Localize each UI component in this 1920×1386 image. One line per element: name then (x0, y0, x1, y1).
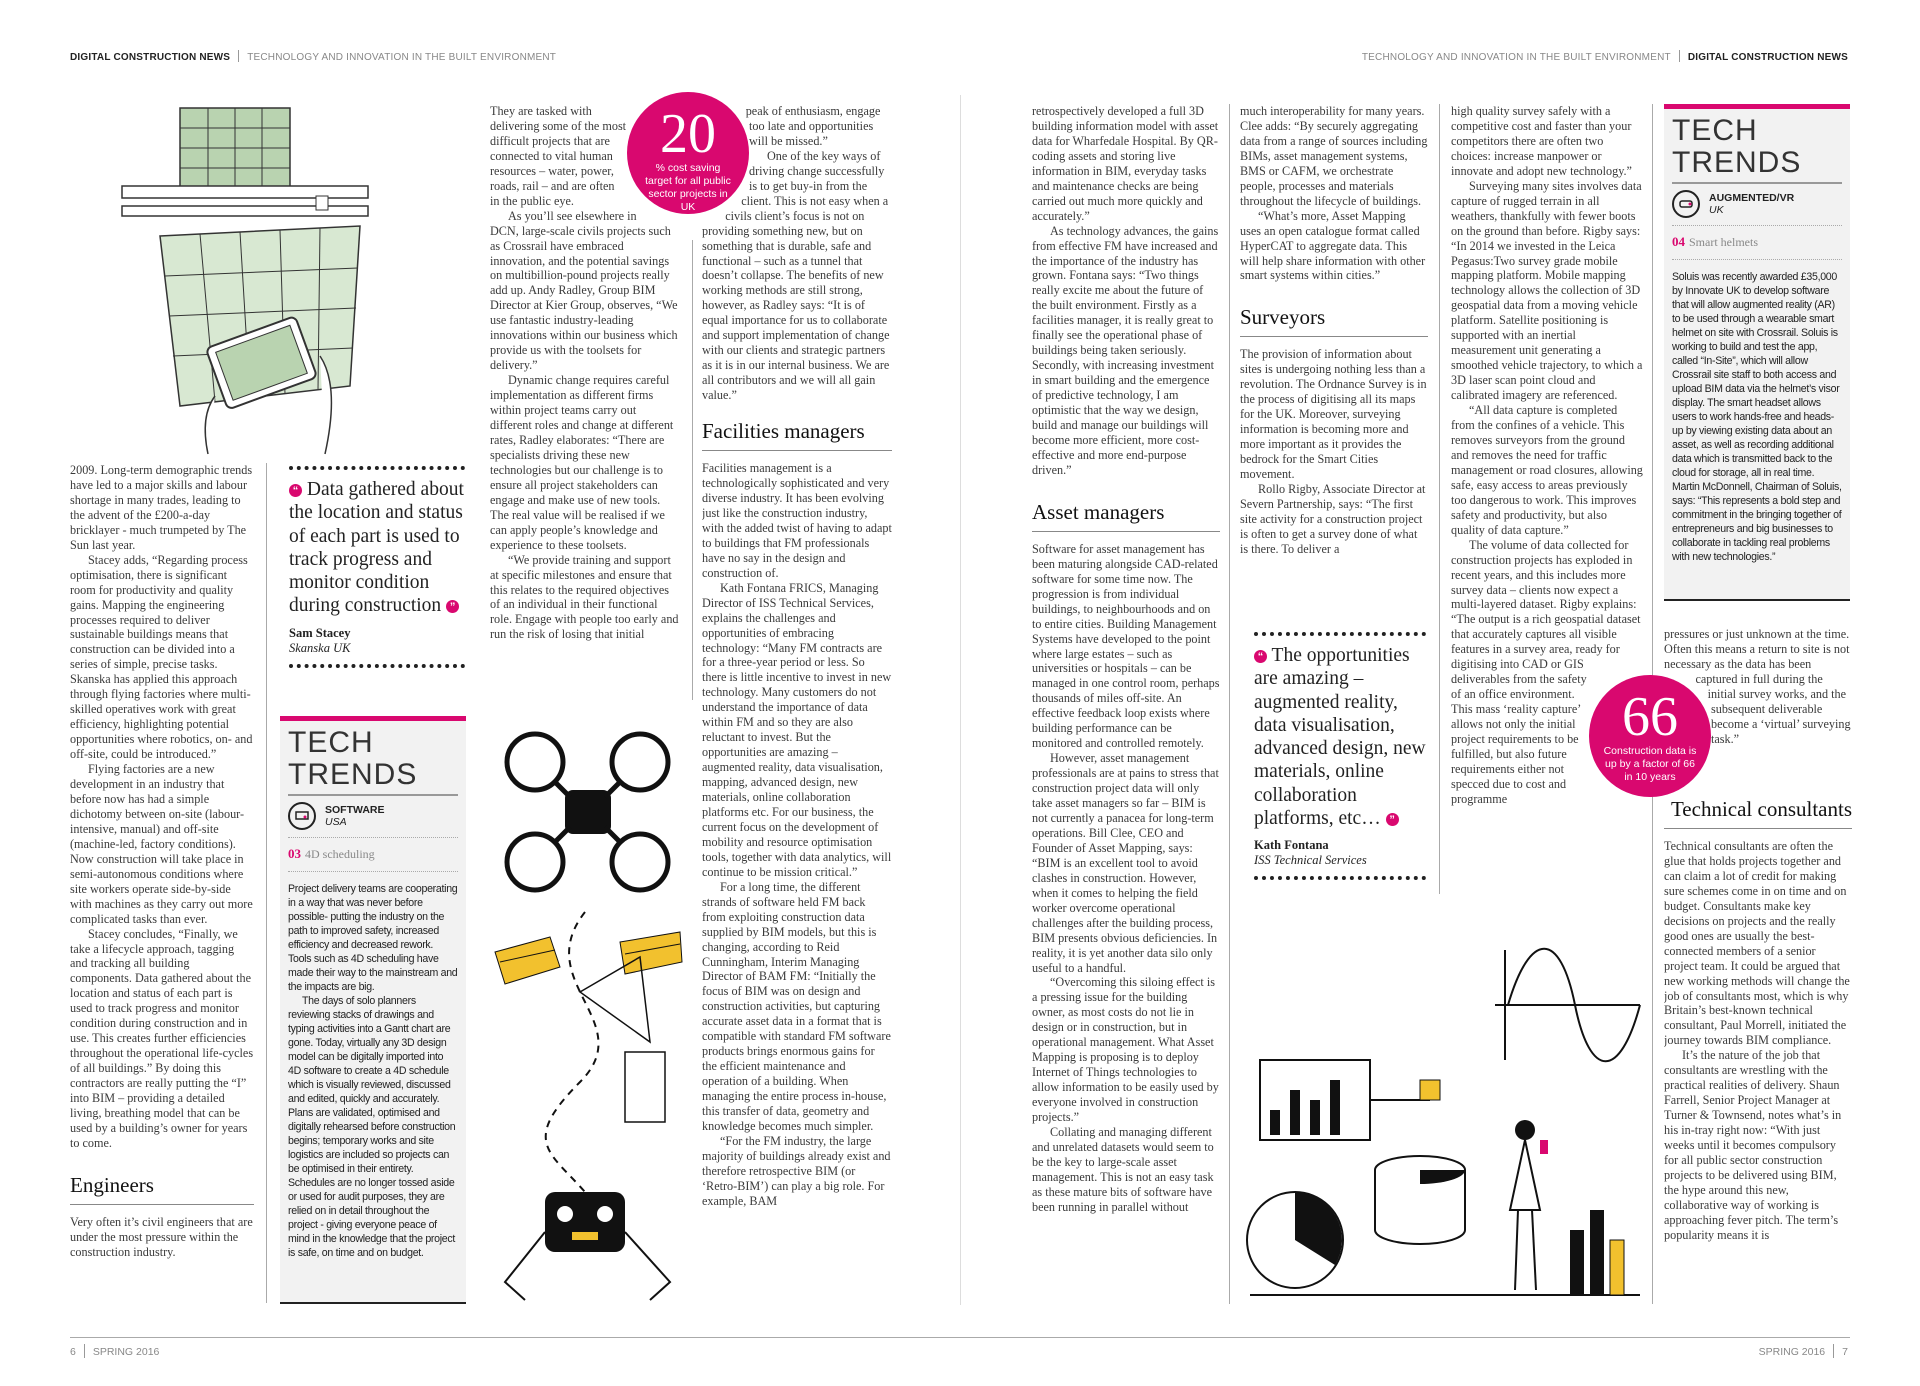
paragraph: Very often it’s civil engineers that are under the most pressure within the construction industry. (70, 1214, 253, 1259)
page-gutter (960, 95, 961, 1305)
article-text (70, 1215, 254, 1260)
article-text (1664, 839, 1852, 1243)
paragraph: “All data capture is completed from the confines of a vehicle. This removes surveyors from the ground and removes the need for traffic management or road closures, allowing safe, easy access to areas previously too dangerous to work. This improves safety and productivity, but also quality of data capture.” (1451, 403, 1643, 537)
article-column-6 (1240, 104, 1428, 614)
stat-value: 20 (660, 103, 716, 165)
paragraph: Flying factories are a new development in an industry that before now has had a simple dichotomy between on-site (labour-intensive, manual) and off-site (machine-led, factory conditions). Now construction will take place in semi-autonomous conditions where site workers operate side-by-side with machines as they carry out more complicated tasks than ever. (70, 762, 253, 926)
paragraph: Surveying many sites involves data capture of rugged terrain in all weathers, thankfully with fewer boots on the ground than before. Rigby says: “In 2014 we invested in the Leica Pegasus:Two survey grade mobile mapping platform. Mobile mapping technology allows the collection of 3D geospatial data from a moving vehicle platform. Satellite positioning is supported with an inertial measurement unit generating a smoothed vehicle trajectory, to which a 3D laser scan point cloud and calibrated imagery are referenced. (1451, 178, 1643, 403)
issue-label: SPRING 2016 (1758, 1346, 1826, 1358)
tech-trends-title: TECH TRENDS (1672, 115, 1842, 184)
tech-trends-sidebar (280, 716, 466, 1304)
stat-value: 66 (1622, 686, 1678, 748)
paragraph: Project delivery teams are cooperating in a way that was never before possible- putting the industry on the path to improved safety, increased efficiency and decreased rework. Tools such as 4D scheduling have made their way to the mainstream and the impacts are big. (288, 883, 458, 993)
pull-quote (289, 466, 465, 668)
laptop-icon (288, 802, 316, 830)
article-column-5 (1032, 104, 1220, 1304)
pull-quote-text: Data gathered about the location and status of each part is used to track progress and monitor condition during construction (289, 479, 464, 617)
column-divider (1439, 104, 1440, 894)
paragraph: “What’s more, Asset Mapping uses an open catalogue format called HyperCAT to aggregate data. This will help share information with other smart systems within cities.” (1240, 208, 1426, 283)
tech-region: UK (1709, 204, 1724, 216)
paragraph: Collating and managing different and unrelated datasets would seem to be the key to large-scale asset management. This is not an easy task as these mature bits of software have been running in parallel without (1032, 1125, 1214, 1214)
publication-name: DIGITAL CONSTRUCTION NEWS (70, 52, 231, 63)
column-divider (692, 240, 693, 700)
paragraph: One of the key ways of driving change successfully is to get buy-in from the client. This is not easy when a civils client’s focus is not on providing something new, but on something that is durable, safe and functional – such as a tunnel that doesn’t collapse. The benefits of new working methods are still strong, however, as Radley says: “It is of equal importance for us to collaborate and support implementation of change with our clients and strategic partners as it is in our internal business. We are all contributors and we will all gain value.” (702, 148, 890, 403)
stat-caption: Construction data is up by a factor of 66 in 10 years (1603, 745, 1697, 783)
paragraph: pressures or just unknown at the time. Often this means a return to site is not necessary as the data has been captured in full during the initial survey works, and the subsequent deliverable become a ‘virtual’ surveying task.” (1664, 627, 1851, 746)
page-number: 7 (1842, 1346, 1848, 1358)
pull-quote-name: Kath Fontana (1254, 838, 1329, 853)
pull-quote-organisation: Skanska UK (289, 640, 351, 655)
running-header-left (70, 50, 556, 63)
stat-caption: % cost saving target for all public sector projects in UK (645, 162, 731, 213)
tech-category: AUGMENTED/VR (1709, 192, 1795, 204)
paragraph: As you’ll see elsewhere in DCN, large-scale civils projects such as Crossrail have embraced innovation, and the potential savings on multibillion-pound projects really add up. Andy Radley, Group BIM Director at Kier Group, observes, “We use fantastic industry-leading innovations within our business which provide us with the toolsets for delivery.” (490, 208, 678, 373)
section-heading-asset-managers: Asset managers (1032, 500, 1220, 532)
paragraph: Technical consultants are often the glue that holds projects together and can claim a lot of credit for making sure schemes come in on time and on budget. Consultants make key decisions on projects and the really good ones are usually the best-connected members of a senior project team. It could be argued that new working methods will change the job of consultants most, which is why Britain’s best-known technical consultant, Paul Morrell, initiated the journey towards BIM compliance. (1664, 839, 1850, 1048)
issue-label: SPRING 2016 (92, 1346, 160, 1358)
column-divider (266, 463, 267, 1303)
paragraph: For a long time, the different strands of software held FM back from exploiting construction data supplied by BIM models, but this is changing, according to Reid Cunningham, Interim Managing Director of BAM FM: “Initially the focus of BIM was on design and construction activities, but capturing accurate asset data in a format that is compatible with standard FM software products brings enormous gains for the efficient maintenance and operation of a building. When managing the entire process in-house, this transfer of data, geometry and knowledge becomes much simpler. (702, 879, 891, 1133)
paragraph: Facilities management is a technologically sophisticated and very diverse industry. It has been evolving just like the construction industry, with the added twist of having to adapt to buildings that FM professionals have no say in the design and construction of. (702, 461, 892, 580)
running-header-right (1362, 50, 1848, 63)
tablet-hands-illustration (120, 106, 370, 456)
paragraph: Stacey adds, “Regarding process optimisation, there is significant room for productivity and quality gains. Mapping the engineering processes required to deliver sustainable buildings means that construction can be divided into a series of simple, precise tasks. Skanska has applied this approach through flying factories where multi-skilled operatives work with great efficiency, highlighting potential opportunities where robotics, on- and off-site, could be introduced.” (70, 552, 253, 762)
publication-tagline: TECHNOLOGY AND INNOVATION IN THE BUILT ENVIRONMENT (247, 52, 557, 63)
paragraph: 2009. Long-term demographic trends have led to a major skills and labour shortage in many trades, leading to the advent of the £200-a-day bricklayer - much trumpeted by The Sun last year. (70, 463, 253, 552)
paragraph: Soluis was recently awarded £35,000 by Innovate UK to develop software that will allow augmented reality (AR) to be used through a wearable smart helmet on site with Crossrail. Soluis is working to build and test the app, called “In-Site”, which will allow Crossrail site staff to both access and upload BIM data via the helmet’s visor display. The smart headset allows users to work hands-free and heads-up by viewing existing data about an asset, as well as recording additional data which is transmitted back to the cloud for storage, all in real time. Martin McDonnell, Chairman of Soluis, says: “This represents a bold step and commitment in the bringing together of entrepreneurs and big businesses to collaborate in tackling real problems with new technologies.” (1672, 271, 1842, 563)
close-quote-icon: ” (446, 600, 459, 613)
paragraph: “Overcoming this siloing effect is a pressing issue for the building owner, as most costs do not lie in design or in construction, but in operational management. What Asset Mapping is proposing is to deploy Internet of Things technologies to allow information to be easily used by everyone involved in construction projects.” (1032, 975, 1219, 1125)
paragraph: Rollo Rigby, Associate Director at Severn Partnership, says: “The first site activity for a construction project is often to get a survey done of what is there. To deliver a (1240, 482, 1426, 556)
footer-rule (70, 1337, 1850, 1338)
stat-circle-cost-saving (627, 92, 749, 214)
pull-quote (1254, 632, 1426, 880)
divider (238, 50, 239, 62)
paragraph: As technology advances, the gains from effective FM have increased and the importance of the industry has grown. Fontana says: “Two things really excite me about the future of the built environment. Firstly as a facilities manager, it is really great to finally see the operational phase of buildings being taken seriously. Secondly, with increasing investment in smart building and the emergence of predictive technology, I am optimistic that the way we design, build and manage our buildings will become more efficient, more cost-effective and more end-purpose driven.” (1032, 223, 1219, 477)
paragraph: The provision of information about sites is undergoing nothing less than a revolution. The Ordnance Survey is in the process of digitising all its maps for the UK. Moreover, surveying information is becoming more and more important as it provides the bedrock for the Smart Cities movement. (1240, 347, 1427, 482)
pull-quote-name: Sam Stacey (289, 625, 351, 640)
trend-number: 04 (1672, 234, 1685, 249)
article-text (288, 872, 458, 1260)
publication-name: DIGITAL CONSTRUCTION NEWS (1687, 52, 1848, 63)
drone-illustration (490, 722, 686, 1302)
tech-trends-title: TECH TRENDS (288, 727, 458, 796)
paragraph: peak of enthusiasm, engage too late and opportunities will be missed.” (745, 104, 881, 148)
article-text (1672, 260, 1842, 564)
section-heading-technical-consultants: Technical consultants (1664, 797, 1852, 829)
paragraph: It’s the nature of the job that consultants are wrestling with the practical realities of delivery. Shaun Farrell, Senior Project Manager at Turner & Townsend, notes what’s in his in-tray right now: “With just weeks until it becomes compulsory for all public sector construction projects to be delivered using BIM, the hype around this new, collaborative way of working is approaching fever pitch. The term’s popularity means it is (1664, 1048, 1842, 1242)
article-column-4 (702, 104, 892, 1304)
paragraph: high quality survey safely with a competitive cost and faster than your competitors there are often two choices: increase manpower or innovate and adopt new technology.” (1451, 104, 1632, 178)
paragraph: much interoperability for many years. Clee adds: “By securely aggregating data from a range of sources including BIMs, asset management systems, BMS or CAFM, we orchestrate people, processes and materials throughout the lifecycle of buildings. (1240, 104, 1428, 208)
data-charts-illustration (1240, 940, 1645, 1300)
pull-quote-text: The opportunities are amazing – augmented reality, data visualisation, advanced design, new materials, online collaboration platforms, etc… (1254, 645, 1426, 830)
column-divider (1229, 104, 1230, 1304)
article-text (1240, 347, 1428, 556)
divider (1679, 50, 1680, 62)
article-text (1240, 104, 1428, 283)
section-heading-surveyors: Surveyors (1240, 305, 1428, 337)
paragraph: However, asset management professionals are at pains to stress that construction project data will only take asset managers so far – BIM is not currently a panacea for long-term operations. Bill Clee, CEO and Founder of Asset Mapping, says: “BIM is an excellent tool to avoid clashes in construction. However, when it comes to helping the field worker overcome operational challenges after the building process, BIM presents obvious deficiencies. In reality, it is yet another data silo only useful to a handful. (1032, 751, 1219, 975)
section-heading-facilities-managers: Facilities managers (702, 419, 892, 451)
paragraph: They are tasked with delivering some of the most difficult projects that are connected to vital human resources – water, power, roads, rail – and are often in the public eye. (490, 104, 627, 208)
article-text (1032, 542, 1220, 1215)
article-text (70, 463, 254, 1151)
pull-quote-organisation: ISS Technical Services (1254, 853, 1367, 868)
tech-region: USA (325, 816, 347, 828)
paragraph: Dynamic change requires careful implementation as different firms within project teams carry out different roles and change at different rates, Radley elaborates: “There are specialists driving these new technologies but our challenge is to ensure all project stakeholders can engage and make use of new tools. The real value will be realised if we can apply people’s knowledge and experience to these toolsets. (490, 373, 674, 552)
trend-number: 03 (288, 846, 301, 861)
paragraph: retrospectively developed a full 3D building information model with asset data for Wharfedale Hospital. By QR-coding assets and storing live information in BIM, everyday tasks and maintenance checks are being carried out much more quickly and accurately.” (1032, 104, 1219, 223)
section-heading-engineers: Engineers (70, 1173, 254, 1205)
close-quote-icon: ” (1386, 813, 1399, 826)
open-quote-icon: “ (1254, 650, 1267, 663)
paragraph: Software for asset management has been maturing alongside CAD-related software for some time now. The progression is from individual buildings, to neighbourhoods and on to entire cities. Building Management Systems have developed to the point where large estates – such as universities or hospitals – can be managed in one control room, perhaps thousands of miles off-site. An effective feedback loop exists where building performance can be monitored and controlled remotely. (1032, 541, 1220, 751)
vr-headset-icon (1672, 190, 1700, 218)
paragraph: The days of solo planners reviewing stacks of drawings and typing activities into a Gantt chart are gone. Today, virtually any 3D design model can be digitally imported into 4D software to create a 4D schedule which is visually reviewed, discussed and edited, quickly and accurately. Plans are validated, optimised and digitally rehearsed before construction begins; temporary works and site logistics are included so projects can be optimised in their entirety. Schedules are no longer tossed aside or used for audit purposes, they are relied on in detail throughout the project - giving everyone peace of mind in the knowledge that the project is safe, on time and on budget. (288, 995, 456, 1259)
page-number: 6 (70, 1346, 76, 1358)
trend-topic: Smart helmets (1689, 235, 1758, 249)
paragraph: “For the FM industry, the large majority of buildings already exist and therefore retrospective BIM (or ‘Retro-BIM’) can play a big role. For example, BAM (702, 1133, 891, 1208)
publication-tagline: TECHNOLOGY AND INNOVATION IN THE BUILT ENVIRONMENT (1361, 52, 1671, 63)
paragraph: The volume of data collected for construction projects has exploded in recent years, and this includes more survey data – clients now expect a multi-layered dataset. Rigby explains: “The output is a rich geospatial dataset that accurately captures all visible features in a survey area, ready for digitising into CAD or GIS deliverables from the safety of an office environment. This mass ‘reality capture’ allows not only the initial project requirements to be fulfilled, but also future requirements either not specced due to cost and programme (1451, 537, 1641, 806)
tech-category: SOFTWARE (325, 804, 385, 816)
trend-topic: 4D scheduling (305, 847, 375, 861)
footer-right (1759, 1344, 1848, 1358)
article-text (1032, 104, 1220, 478)
tech-trends-sidebar (1664, 104, 1850, 601)
paragraph: Kath Fontana FRICS, Managing Director of ISS Technical Services, explains the challenges and opportunities of embracing technology: “Many FM contracts are for a three-year period or less. So there is little incentive to invest in new technology. Many customers do not understand the importance of data within FM and so they are also reluctant to invest. But the opportunities are amazing – augmented reality, data visualisation, mapping, advanced design, new materials, online collaboration platforms etc. For our business, the current focus on the development of mobility and resource optimisation tools, together with data analytics, will continue to be mission critical.” (702, 580, 892, 879)
paragraph: “We provide training and support at specific milestones and ensure that this relates to the required objectives of an individual in their functional role. Engage with people too early and run the risk of losing that initial (490, 552, 679, 642)
article-text (702, 461, 892, 1209)
footer-left (70, 1344, 159, 1358)
stat-circle-data-growth (1589, 675, 1711, 797)
article-column-1 (70, 463, 254, 1303)
open-quote-icon: “ (289, 484, 302, 497)
paragraph: Stacey concludes, “Finally, we take a lifecycle approach, tagging and tracking all building components. Data gathered about the location and status of each part is used to track progress and monitor condition during construction and in use. This creates further efficiencies throughout the operational life-cycles of all buildings.” By doing this contractors are really putting the “I” into BIM – providing a detailed living, breathing model that can be used by a building’s owner for years to come. (70, 926, 254, 1150)
